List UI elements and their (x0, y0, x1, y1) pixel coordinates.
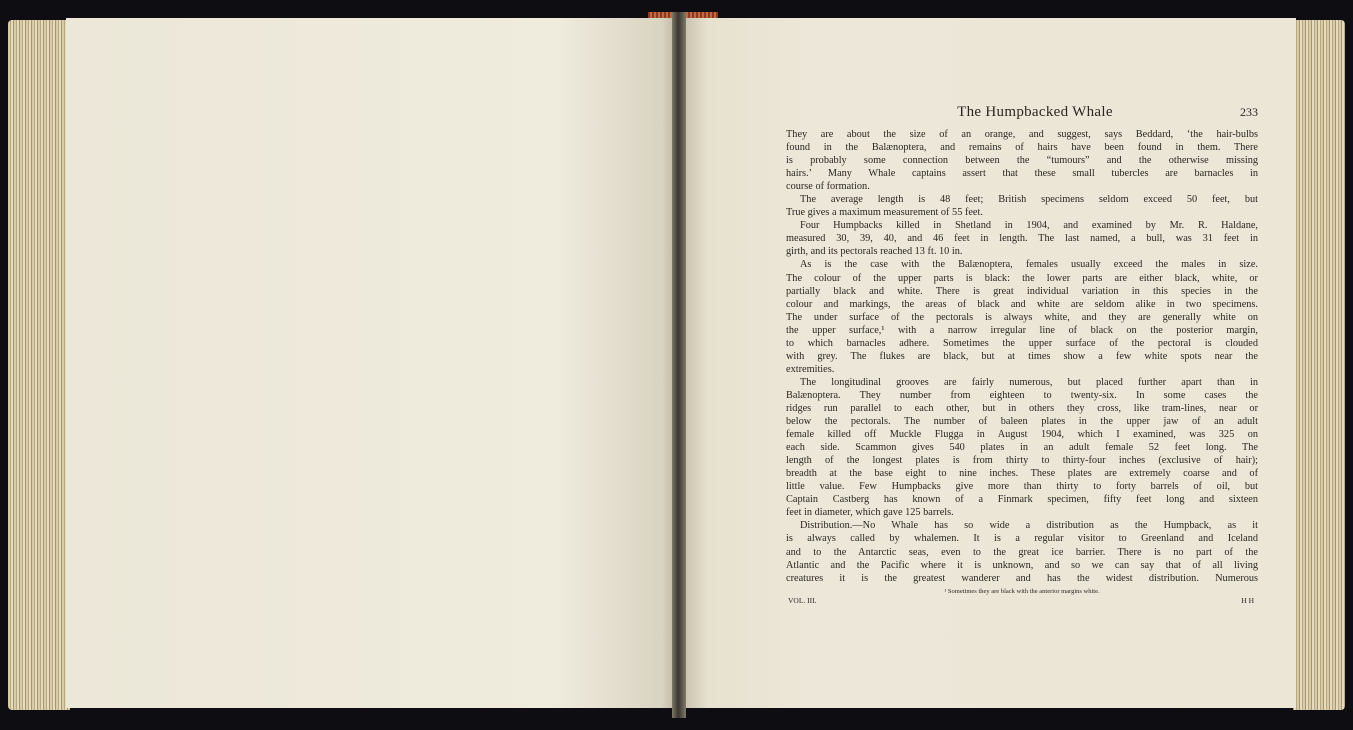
text-line: measured 30, 39, 40, and 46 feet in length. The last named, a bull, was 31 feet in (786, 233, 1258, 245)
right-page-edges (1293, 20, 1345, 710)
volume-signature: VOL. III. (788, 595, 817, 605)
text-line: ridges run parallel to each other, but in others they cross, like tram-lines, near or (786, 402, 1258, 414)
text-line: Four Humpbacks killed in Shetland in 1904, and examined by Mr. R. Haldane, (800, 220, 1258, 232)
text-line: The colour of the upper parts is black: the lower parts are either black, white, or (786, 272, 1258, 284)
text-line: partially black and white. There is great individual variation in this species in the (786, 285, 1258, 297)
page-footer (786, 596, 1258, 606)
book-gutter (672, 12, 686, 718)
text-line: is probably some connection between the “tumours” and the otherwise missing (786, 155, 1258, 167)
text-line: hairs.’ Many Whale captains assert that these small tubercles are barnacles in (786, 168, 1258, 180)
text-line: Atlantic and the Pacific where it is unknown, and so we can say that of all living (786, 559, 1258, 571)
text-line: with grey. The flukes are black, but at times show a few white spots near the (786, 350, 1258, 362)
text-line: course of formation. (786, 181, 870, 193)
text-line: The longitudinal grooves are fairly numerous, but placed further apart than in (800, 376, 1258, 388)
footnote: ¹ Sometimes they are black with the anterior margins white. (944, 587, 1100, 595)
text-line: length of the longest plates is from thirty to thirty-four inches (exclusive of hair); (786, 455, 1258, 467)
text-line: They are about the size of an orange, and suggest, says Beddard, ‘the hair-bulbs (786, 129, 1258, 140)
text-line: Distribution.—No Whale has so wide a distribution as the Humpback, as it (800, 520, 1258, 532)
right-page (684, 18, 1296, 708)
text-line: The under surface of the pectorals is always white, and they are generally white on (786, 311, 1258, 323)
gathering-signature: H H (1241, 595, 1254, 605)
text-line: the upper surface,¹ with a narrow irregular line of black on the posterior margin, (786, 324, 1258, 336)
text-line: extremities. (786, 363, 835, 375)
text-line: each side. Scammon gives 540 plates in an adult female 52 feet long. The (786, 442, 1258, 454)
text-line: female killed off Muckle Flugga in August 1904, which I examined, was 325 on (786, 429, 1258, 441)
page-text-block (786, 106, 1258, 606)
text-line: to which barnacles adhere. Sometimes the upper surface of the pectoral is clouded (786, 337, 1258, 349)
text-line: breadth at the base eight to nine inches. These plates are extremely coarse and of (786, 468, 1258, 480)
text-line: girth, and its pectorals reached 13 ft. 10 in. (786, 246, 963, 258)
text-line: and to the Antarctic seas, even to the great ice barrier. There is no part of the (786, 546, 1258, 558)
blank-left-page (66, 18, 680, 708)
text-line: is always called by whalemen. It is a regular visitor to Greenland and Iceland (786, 533, 1258, 545)
running-head: The Humpbacked Whale (957, 104, 1113, 120)
text-line: The average length is 48 feet; British specimens seldom exceed 50 feet, but (800, 194, 1258, 206)
text-line: As is the case with the Balænoptera, females usually exceed the males in size. (800, 259, 1258, 271)
text-line: below the pectorals. The number of baleen plates in the upper jaw of an adult (786, 416, 1258, 428)
left-page-edges (8, 20, 70, 710)
open-book (8, 12, 1345, 718)
text-line: True gives a maximum measurement of 55 feet. (786, 207, 983, 219)
text-line: little value. Few Humpbacks give more than thirty to forty barrels of oil, but (786, 481, 1258, 493)
body-text (786, 128, 1258, 585)
text-line: creatures it is the greatest wanderer and has the widest distribution. Numerous (786, 572, 1258, 584)
text-line: Balænoptera. They number from eighteen to twenty-six. In some cases the (786, 389, 1258, 401)
text-line: colour and markings, the areas of black and white are seldom alike in two specimens. (786, 298, 1258, 310)
page-number: 233 (1240, 105, 1258, 119)
text-line: Captain Castberg has known of a Finmark specimen, fifty feet long and sixteen (786, 494, 1258, 506)
text-line: found in the Balænoptera, and remains of hairs have been found in them. There (786, 142, 1258, 154)
page-header (786, 106, 1258, 128)
text-line: feet in diameter, which gave 125 barrels. (786, 507, 954, 519)
